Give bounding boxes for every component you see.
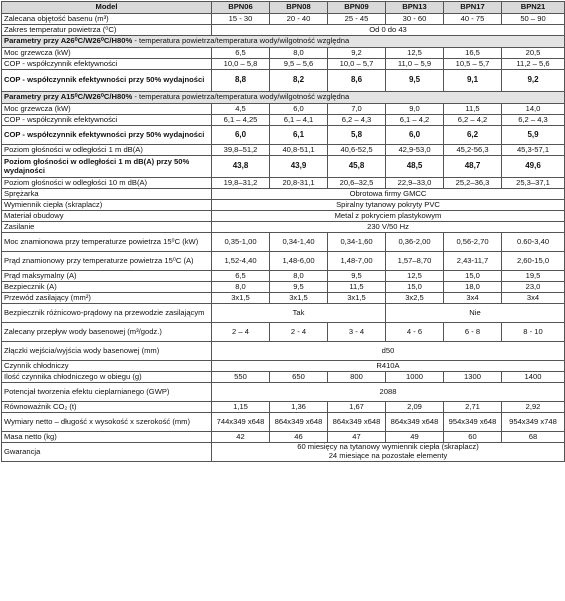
row-co2-equivalent [2, 402, 565, 413]
warranty-line-1: 60 miesięcy na tytanowy wymiennik ciepła (skraplacz) [297, 442, 479, 452]
cell-bpn13: 22,9–33,0 [386, 178, 444, 189]
cell-bpn17: 18,0 [444, 282, 502, 293]
cell-bpn09: 40,6-52,5 [328, 145, 386, 156]
cell-bpn17: 1300 [444, 372, 502, 383]
cell-bpn08: 43,9 [270, 156, 328, 178]
cell-bpn09: 1,48-7,00 [328, 252, 386, 271]
cell-bpn13: 864x349 x648 [386, 413, 444, 432]
cell-bpn06: 15 - 30 [212, 14, 270, 25]
cell-bpn21: 9,2 [502, 70, 565, 92]
cell-bpn17: 25,2–36,3 [444, 178, 502, 189]
cell-bpn08: 9,5 [270, 282, 328, 293]
cell-bpn09: 1,67 [328, 402, 386, 413]
cell-bpn06: 6,1 – 4,25 [212, 115, 270, 126]
row-rcd [2, 304, 565, 323]
cell-bpn09: 6,2 – 4,3 [328, 115, 386, 126]
cell-bpn09: 3 - 4 [328, 323, 386, 342]
cell-bpn06: 550 [212, 372, 270, 383]
row-compressor [2, 189, 565, 200]
row-gwp [2, 383, 565, 402]
cell-bpn06: 6,0 [212, 126, 270, 145]
section-a26-title: Parametry przy A26⁰C/W26⁰C/H80% - temperatura powietrza/temperatura wody/wilgotność względna [2, 36, 565, 48]
cell-bpn13: 0,36-2,00 [386, 233, 444, 252]
model-bpn17: BPN17 [444, 2, 502, 14]
cell-bpn06: 10,0 – 5,8 [212, 59, 270, 70]
cell-bpn21: 6,2 – 4,3 [502, 115, 565, 126]
cell-bpn13: 12,5 [386, 271, 444, 282]
cell-all-models: Metal z pokryciem plastykowym [212, 211, 565, 222]
cell-bpn08: 9,5 – 5,6 [270, 59, 328, 70]
row-label: Sprężarka [2, 189, 212, 200]
row-pool-volume [2, 14, 565, 25]
cell-bpn17: 2,71 [444, 402, 502, 413]
row-label: COP - współczynnik efektywności [2, 115, 212, 126]
rcd-value-large-models: Nie [386, 304, 565, 323]
row-housing-material [2, 211, 565, 222]
cell-bpn13: 15,0 [386, 282, 444, 293]
cell-bpn09: 20,6–32,5 [328, 178, 386, 189]
cell-bpn17: 10,5 – 5,7 [444, 59, 502, 70]
row-label: Materiał obudowy [2, 211, 212, 222]
cell-bpn21: 14,0 [502, 104, 565, 115]
cell-bpn08: 20 - 40 [270, 14, 328, 25]
cell-all-models: d50 [212, 342, 565, 361]
cell-bpn13: 42,9-53,0 [386, 145, 444, 156]
cell-bpn13: 2,09 [386, 402, 444, 413]
cell-bpn08: 3x1,5 [270, 293, 328, 304]
row-noise-1m [2, 145, 565, 156]
cell-bpn09: 25 - 45 [328, 14, 386, 25]
cell-bpn21: 2,60-15,0 [502, 252, 565, 271]
cell-bpn13: 1,57–8,70 [386, 252, 444, 271]
row-label: Równoważnik CO₂ (t) [2, 402, 212, 413]
cell-bpn17: 60 [444, 432, 502, 443]
row-refrigerant [2, 361, 565, 372]
row-rated-power [2, 233, 565, 252]
rcd-value-small-models: Tak [212, 304, 386, 323]
cell-bpn09: 800 [328, 372, 386, 383]
cell-bpn17: 6 - 8 [444, 323, 502, 342]
cell-bpn21: 25,3–37,1 [502, 178, 565, 189]
row-label: Czynnik chłodniczy [2, 361, 212, 372]
cell-bpn09: 45,8 [328, 156, 386, 178]
cell-all-models: R410A [212, 361, 565, 372]
cell-bpn17: 6,2 – 4,2 [444, 115, 502, 126]
row-power-cable [2, 293, 565, 304]
section-a26 [2, 36, 565, 48]
cell-bpn13: 49 [386, 432, 444, 443]
cell-bpn21: 3x4 [502, 293, 565, 304]
cell-bpn08: 1,36 [270, 402, 328, 413]
row-label: Prąd maksymalny (A) [2, 271, 212, 282]
row-heating-power-a15 [2, 104, 565, 115]
row-water-flow [2, 323, 565, 342]
row-label: Poziom głośności w odległości 10 m dB(A) [2, 178, 212, 189]
cell-bpn13: 12,5 [386, 48, 444, 59]
row-label: COP - współczynnik efektywności przy 50% wydajności [2, 126, 212, 145]
row-fuse [2, 282, 565, 293]
cell-bpn17: 11,5 [444, 104, 502, 115]
cell-bpn21: 11,2 – 5,6 [502, 59, 565, 70]
warranty-value [212, 443, 565, 462]
row-cop50-a15 [2, 126, 565, 145]
row-refrigerant-amount [2, 372, 565, 383]
cell-bpn13: 9,0 [386, 104, 444, 115]
cell-bpn08: 6,1 [270, 126, 328, 145]
section-a15 [2, 92, 565, 104]
cell-bpn08: 20,8-31,1 [270, 178, 328, 189]
row-heating-power-a26 [2, 48, 565, 59]
row-max-current [2, 271, 565, 282]
cell-bpn13: 11,0 – 5,9 [386, 59, 444, 70]
cell-bpn08: 864x349 x648 [270, 413, 328, 432]
cell-all-models: 2088 [212, 383, 565, 402]
cell-bpn08: 8,0 [270, 271, 328, 282]
cell-bpn13: 9,5 [386, 70, 444, 92]
row-label: Zasilanie [2, 222, 212, 233]
cell-bpn13: 6,1 – 4,2 [386, 115, 444, 126]
cell-bpn09: 9,2 [328, 48, 386, 59]
cell-bpn17: 16,5 [444, 48, 502, 59]
cell-bpn08: 1,48-6,00 [270, 252, 328, 271]
cell-bpn06: 1,15 [212, 402, 270, 413]
cell-bpn08: 650 [270, 372, 328, 383]
cell-bpn21: 0.60-3,40 [502, 233, 565, 252]
cell-bpn17: 9,1 [444, 70, 502, 92]
cell-bpn06: 19,8–31,2 [212, 178, 270, 189]
cell-bpn17: 0,56-2,70 [444, 233, 502, 252]
row-cop50-a26 [2, 70, 565, 92]
cell-bpn08: 2 - 4 [270, 323, 328, 342]
cell-bpn08: 40,8-51,1 [270, 145, 328, 156]
cell-bpn13: 48,5 [386, 156, 444, 178]
cell-bpn06: 6,5 [212, 271, 270, 282]
row-label: Zalecana objętość basenu (m³) [2, 14, 212, 25]
row-label: Potencjał tworzenia efektu cieplarnianego (GWP) [2, 383, 212, 402]
row-label: Ilość czynnika chłodniczego w obiegu (g) [2, 372, 212, 383]
cell-bpn09: 47 [328, 432, 386, 443]
cell-bpn06: 744x349 x648 [212, 413, 270, 432]
cell-bpn09: 11,5 [328, 282, 386, 293]
cell-bpn21: 2,92 [502, 402, 565, 413]
rcd-label: Bezpiecznik różnicowo-prądowy na przewodzie zasilającym [2, 304, 212, 323]
cell-bpn13: 6,0 [386, 126, 444, 145]
row-net-mass [2, 432, 565, 443]
cell-bpn09: 864x349 x648 [328, 413, 386, 432]
row-label: Poziom głośności w odległości 1 m dB(A) przy 50% wydajności [2, 156, 212, 178]
cell-bpn09: 0,34-1,60 [328, 233, 386, 252]
cell-bpn06: 42 [212, 432, 270, 443]
cell-bpn17: 45,2-56,3 [444, 145, 502, 156]
cell-bpn06: 43,8 [212, 156, 270, 178]
row-label: Zalecany przepływ wody basenowej (m³/godz.) [2, 323, 212, 342]
cell-bpn06: 8,0 [212, 282, 270, 293]
cell-bpn08: 8,0 [270, 48, 328, 59]
model-bpn08: BPN08 [270, 2, 328, 14]
cell-bpn06: 8,8 [212, 70, 270, 92]
header-row [2, 2, 565, 14]
warranty-label: Gwarancja [2, 443, 212, 462]
cell-bpn06: 3x1,5 [212, 293, 270, 304]
row-label: Moc grzewcza (kW) [2, 48, 212, 59]
cell-all-models: 230 V/50 Hz [212, 222, 565, 233]
section-a15-title: Parametry przy A15⁰C/W26⁰C/H80% - temperatura powietrza/temperatura wody/wilgotność względna [2, 92, 565, 104]
row-cop-a15 [2, 115, 565, 126]
cell-bpn06: 39,8–51,2 [212, 145, 270, 156]
row-air-temp-range [2, 25, 565, 36]
cell-bpn21: 5,9 [502, 126, 565, 145]
cell-bpn17: 40 - 75 [444, 14, 502, 25]
cell-all-models: Obrotowa firmy GMCC [212, 189, 565, 200]
row-label: Wymiary netto – długość x wysokość x szerokość (mm) [2, 413, 212, 432]
cell-bpn21: 20,5 [502, 48, 565, 59]
row-label: Wymiennik ciepła (skraplacz) [2, 200, 212, 211]
cell-bpn17: 6,2 [444, 126, 502, 145]
heat-pump-spec-table [1, 1, 565, 462]
cell-all-models: Od 0 do 43 [212, 25, 565, 36]
cell-bpn06: 1,52-4,40 [212, 252, 270, 271]
cell-bpn06: 2 – 4 [212, 323, 270, 342]
row-label: Bezpiecznik (A) [2, 282, 212, 293]
cell-bpn08: 46 [270, 432, 328, 443]
cell-bpn21: 954x349 x748 [502, 413, 565, 432]
row-label: Poziom głośności w odległości 1 m dB(A) [2, 145, 212, 156]
row-noise-10m [2, 178, 565, 189]
cell-bpn09: 9,5 [328, 271, 386, 282]
row-label: Złączki wejścia/wyjścia wody basenowej (mm) [2, 342, 212, 361]
row-label: Moc grzewcza (kW) [2, 104, 212, 115]
cell-bpn21: 23,0 [502, 282, 565, 293]
cell-bpn21: 19,5 [502, 271, 565, 282]
cell-bpn21: 8 - 10 [502, 323, 565, 342]
row-power-supply [2, 222, 565, 233]
cell-bpn09: 3x1,5 [328, 293, 386, 304]
cell-bpn09: 8,6 [328, 70, 386, 92]
model-bpn09: BPN09 [328, 2, 386, 14]
cell-bpn17: 48,7 [444, 156, 502, 178]
cell-bpn17: 15,0 [444, 271, 502, 282]
cell-bpn06: 6,5 [212, 48, 270, 59]
cell-bpn06: 0,35-1,00 [212, 233, 270, 252]
cell-bpn13: 3x2,5 [386, 293, 444, 304]
cell-bpn09: 7,0 [328, 104, 386, 115]
cell-bpn21: 1400 [502, 372, 565, 383]
cell-bpn21: 68 [502, 432, 565, 443]
row-label: Prąd znamionowy przy temperaturze powietrza 15⁰C (A) [2, 252, 212, 271]
row-label: Przewód zasilający (mm²) [2, 293, 212, 304]
cell-bpn21: 50 – 90 [502, 14, 565, 25]
cell-bpn21: 45,3-57,1 [502, 145, 565, 156]
cell-all-models: Spiralny tytanowy pokryty PVC [212, 200, 565, 211]
cell-bpn08: 6,0 [270, 104, 328, 115]
model-bpn21: BPN21 [502, 2, 565, 14]
model-header: Model [2, 2, 212, 14]
model-bpn06: BPN06 [212, 2, 270, 14]
row-rated-current [2, 252, 565, 271]
row-dimensions [2, 413, 565, 432]
row-label: Zakres temperatur powietrza (⁰C) [2, 25, 212, 36]
warranty-line-2: 24 miesiące na pozostałe elementy [328, 451, 448, 460]
row-label: COP - współczynnik efektywności [2, 59, 212, 70]
cell-bpn17: 2,43-11,7 [444, 252, 502, 271]
row-label: Moc znamionowa przy temperaturze powietrza 15⁰C (kW) [2, 233, 212, 252]
cell-bpn17: 3x4 [444, 293, 502, 304]
row-water-connectors [2, 342, 565, 361]
cell-bpn08: 0,34-1,40 [270, 233, 328, 252]
row-cop-a26 [2, 59, 565, 70]
row-warranty [2, 443, 565, 462]
cell-bpn13: 30 - 60 [386, 14, 444, 25]
cell-bpn06: 4,5 [212, 104, 270, 115]
row-label: Masa netto (kg) [2, 432, 212, 443]
cell-bpn13: 4 - 6 [386, 323, 444, 342]
cell-bpn08: 8,2 [270, 70, 328, 92]
cell-bpn09: 5,8 [328, 126, 386, 145]
cell-bpn13: 1000 [386, 372, 444, 383]
cell-bpn21: 49,6 [502, 156, 565, 178]
model-bpn13: BPN13 [386, 2, 444, 14]
row-heat-exchanger [2, 200, 565, 211]
cell-bpn09: 10,0 – 5,7 [328, 59, 386, 70]
row-noise-1m-50 [2, 156, 565, 178]
cell-bpn17: 954x349 x648 [444, 413, 502, 432]
row-label: COP - współczynnik efektywności przy 50% wydajności [2, 70, 212, 92]
cell-bpn08: 6,1 – 4,1 [270, 115, 328, 126]
